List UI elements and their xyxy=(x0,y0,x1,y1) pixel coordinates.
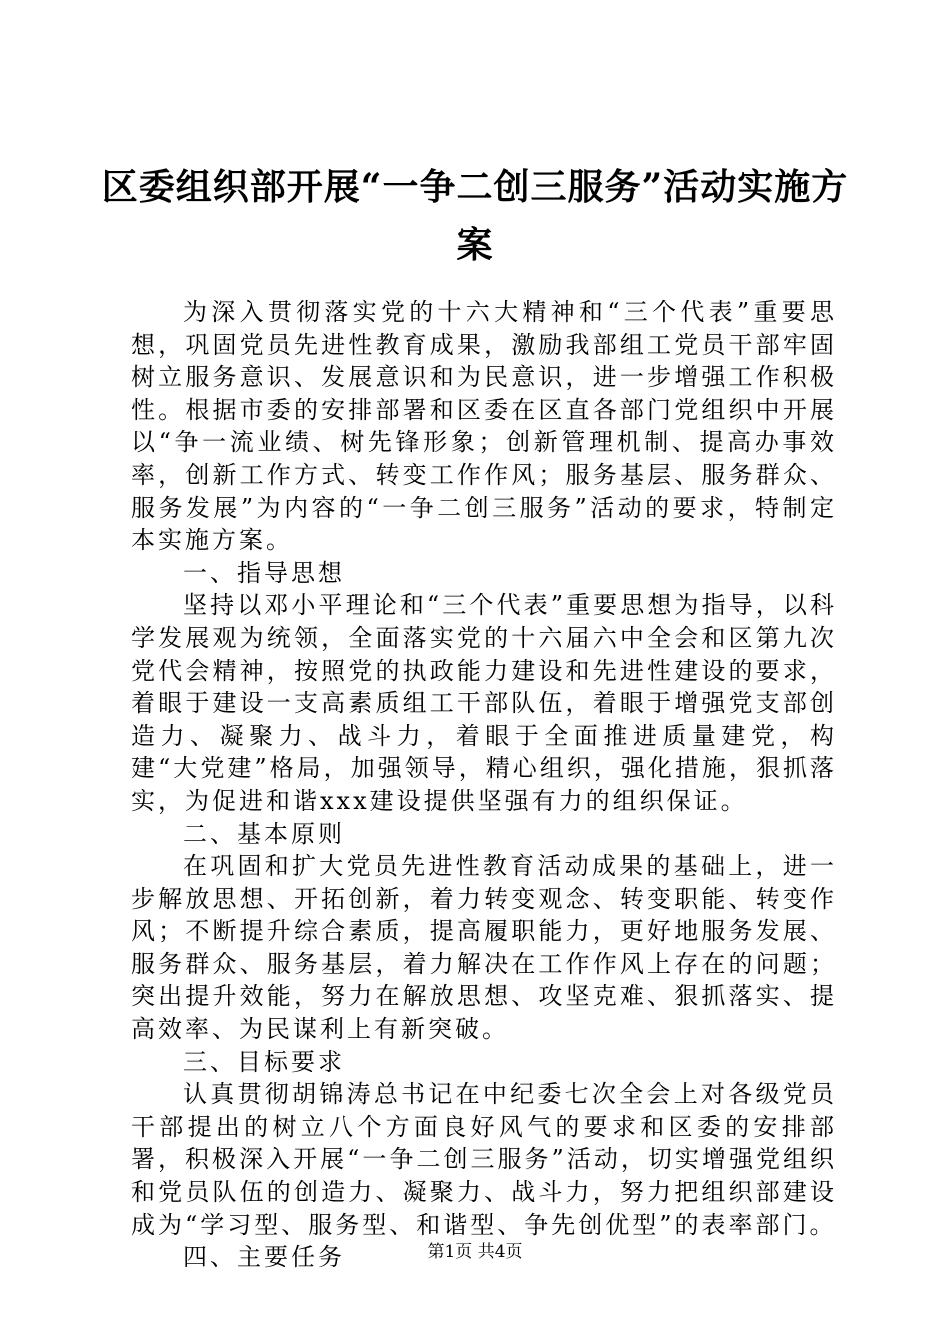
section-heading-guiding-thought: 一、指导思想 xyxy=(183,558,345,587)
paragraph-guiding-thought: 坚持以邓小平理论和“三个代表”重要思想为指导，以科学发展观为统领，全面落实党的十六届六中全会和区第九次党代会精神，按照党的执政能力建设和先进性建设的要求，着眼于建设一支高素质组工干部队伍，着眼于增强党支部创造力、凝聚力、战斗力，着眼于全面推进质量建党，构建“大党建”格局，加强领导，精心组织，强化措施，狠抓落实，为促进和谐xxx建设提供坚强有力的组织保证。 xyxy=(131,591,837,815)
section-heading-main-tasks: 四、主要任务 xyxy=(183,1243,345,1272)
section-heading-basic-principles: 二、基本原则 xyxy=(183,819,345,848)
document-title: 区委组织部开展“一争二创三服务”活动实施方案 xyxy=(101,166,849,266)
paragraph-basic-principles: 在巩固和扩大党员先进性教育活动成果的基础上，进一步解放思想、开拓创新，着力转变观念、转变职能、转变作风；不断提升综合素质，提高履职能力，更好地服务发展、服务群众、服务基层，着力解决在工作作风上存在的问题；突出提升效能，努力在解放思想、攻坚克难、狠抓落实、提高效率、为民谋利上有新突破。 xyxy=(131,852,837,1044)
paragraph-intro: 为深入贯彻落实党的十六大精神和“三个代表”重要思想，巩固党员先进性教育成果，激励我部组工党员干部牢固树立服务意识、发展意识和为民意识，进一步增强工作积极性。根据市委的安排部署和区委在区直各部门党组织中开展以“争一流业绩、树先锋形象；创新管理机制、提高办事效率，创新工作方式、转变工作作风；服务基层、服务群众、服务发展”为内容的“一争二创三服务”活动的要求，特制定本实施方案。 xyxy=(131,298,837,555)
section-heading-goals: 三、目标要求 xyxy=(183,1047,345,1076)
page-footer: 第1页 共4页 xyxy=(427,1242,523,1262)
document-body xyxy=(131,296,837,1274)
paragraph-goals: 认真贯彻胡锦涛总书记在中纪委七次全会上对各级党员干部提出的树立八个方面良好风气的要求和区委的安排部署，积极深入开展“一争二创三服务”活动，切实增强党组织和党员队伍的创造力、凝聚力、战斗力，努力把组织部建设成为“学习型、服务型、和谐型、争先创优型”的表率部门。 xyxy=(131,1080,837,1239)
